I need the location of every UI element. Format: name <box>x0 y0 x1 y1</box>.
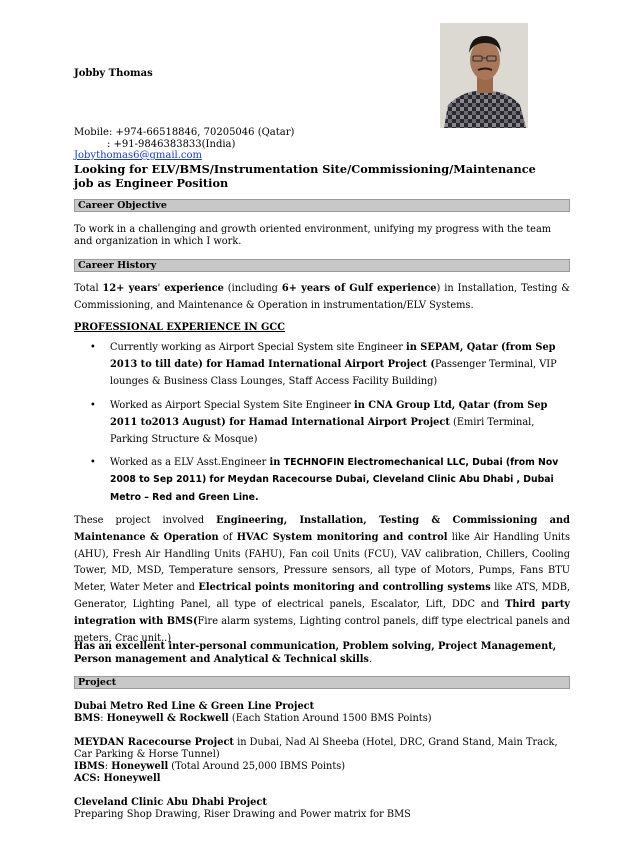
text-run: like ATS, MDB, Generator, Lighting Panel, all type of electrical panels, Escalator, Lift, DDC and <box>74 582 571 610</box>
text-run: IBMS <box>74 761 105 772</box>
text-run: Worked as Airport Special System Site Engineer <box>110 399 355 411</box>
section-project: Project <box>74 676 570 689</box>
skills-summary <box>74 640 570 666</box>
project-title: Dubai Metro Red Line & Green Line Project <box>74 701 315 712</box>
text-run: Third party integration with BMS( <box>74 598 570 627</box>
text-run: Passenger Terminal, VIP lounges & Business Class Lounges, Staff Access Facility Building) <box>110 359 557 388</box>
project-title: MEYDAN Racecourse Project <box>74 737 234 748</box>
project-cleveland-clinic <box>74 797 570 821</box>
text-run: : <box>104 761 112 772</box>
text-run: HVAC System monitoring and control <box>236 531 448 543</box>
text-run: BMS <box>74 713 101 724</box>
text-run: Engineering, Installation, Testing & Commissioning and Maintenance & Operation <box>74 515 570 543</box>
profile-photo <box>440 23 528 128</box>
text-run: Worked as a ELV Asst.Engineer <box>110 457 270 469</box>
mobile-qatar: Mobile: +974-66518846, 70205046 (Qatar) <box>74 127 295 138</box>
contact-block <box>74 127 294 162</box>
text-run: (Emiri Terminal, Parking Structure & Mosque) <box>110 416 535 446</box>
mobile-india: : +91-9846383833(India) <box>107 138 236 150</box>
projects-paragraph <box>74 513 570 647</box>
text-run: Honeywell <box>111 761 169 772</box>
career-objective-text: To work in a challenging and growth oriented environment, unifying my progress with the team and organization in which I work. <box>74 224 552 247</box>
list-item <box>74 339 570 391</box>
experience-heading: PROFESSIONAL EXPERIENCE IN GCC <box>74 322 286 333</box>
text-run: Currently working as Airport Special System site Engineer <box>110 342 406 353</box>
candidate-name: Jobby Thomas <box>74 68 153 79</box>
text-run: These project involved <box>74 515 217 526</box>
text-run: ' <box>157 283 165 294</box>
list-item <box>74 397 570 449</box>
text-run: (Total Around 25,000 IBMS Points) <box>168 761 346 772</box>
text-run: of <box>218 531 237 543</box>
project-meydan <box>74 737 570 785</box>
text-run: (including <box>223 283 282 294</box>
text-run: 6+ years of Gulf experience <box>281 283 437 294</box>
list-item <box>74 454 570 506</box>
text-run: in CNA Group Ltd, Qatar (from Sep 2011 to2013 August) for Hamad International Airport Project <box>110 399 548 428</box>
text-run: : <box>100 713 107 724</box>
section-career-history: Career History <box>74 259 570 272</box>
project-title: Cleveland Clinic Abu Dhabi Project <box>74 797 267 808</box>
project-description: Preparing Shop Drawing, Riser Drawing and Power matrix for BMS <box>74 809 411 820</box>
experience-list <box>74 339 570 512</box>
text-run: . <box>368 654 373 665</box>
text-run: Fire alarm systems, Lighting control panels, diff type electrical panels and meters, Crac unit..) <box>74 615 571 644</box>
text-run: in <box>269 457 284 469</box>
text-run: Electrical points monitoring and controlling systems <box>198 582 491 594</box>
text-run: TECHNOFIN Electromechanical LLC, Dubai (from Nov 2008 to Sep 2011) for Meydan Racecourse Dubai, Cleveland Clinic Abu Dhabi , Dubai Metro – Red and Green Line. <box>110 457 559 503</box>
text-run: Has an excellent inter-personal communication, Problem solving, Project Management, Person management and Analytical & Technical skills <box>74 641 557 665</box>
text-run: (Each Station Around 1500 BMS Points) <box>228 713 432 724</box>
text-run: Total <box>74 283 103 294</box>
text-run: Honeywell & Rockwell <box>106 713 229 724</box>
section-career-objective: Career Objective <box>74 199 570 212</box>
text-run: like Air Handling Units (AHU), Fresh Air Handling Units (FAHU), Fan coil Units (FCU), VAV calibration, Chillers, Cooling Tower, MD, MSD, Temperature sensors, Pressure sensors, all type of Motors, Pumps, Fans BTU Meter, Water Meter and <box>74 531 570 594</box>
job-headline: Looking for ELV/BMS/Instrumentation Site/Commissioning/Maintenance job as Engineer Position <box>74 162 536 190</box>
text-run: in Dubai, Nad Al Sheeba (Hotel, DRC, Grand Stand, Main Track, Car Parking & Horse Tunnel) <box>74 737 558 760</box>
text-run: ACS: Honeywell <box>74 773 161 784</box>
project-dubai-metro <box>74 701 570 725</box>
text-run: ) in Installation, Testing & Commissioning, and Maintenance & Operation in instrumentation/ELV Systems. <box>74 283 571 311</box>
career-history-text <box>74 281 570 315</box>
text-run: experience <box>164 283 224 294</box>
email-link[interactable]: Jobythomas6@gmail.com <box>74 150 203 161</box>
text-run: 12+ years <box>102 283 158 294</box>
text-run: in SEPAM, Qatar (from Sep 2013 to till date) for Hamad International Airport Project ( <box>110 342 556 371</box>
